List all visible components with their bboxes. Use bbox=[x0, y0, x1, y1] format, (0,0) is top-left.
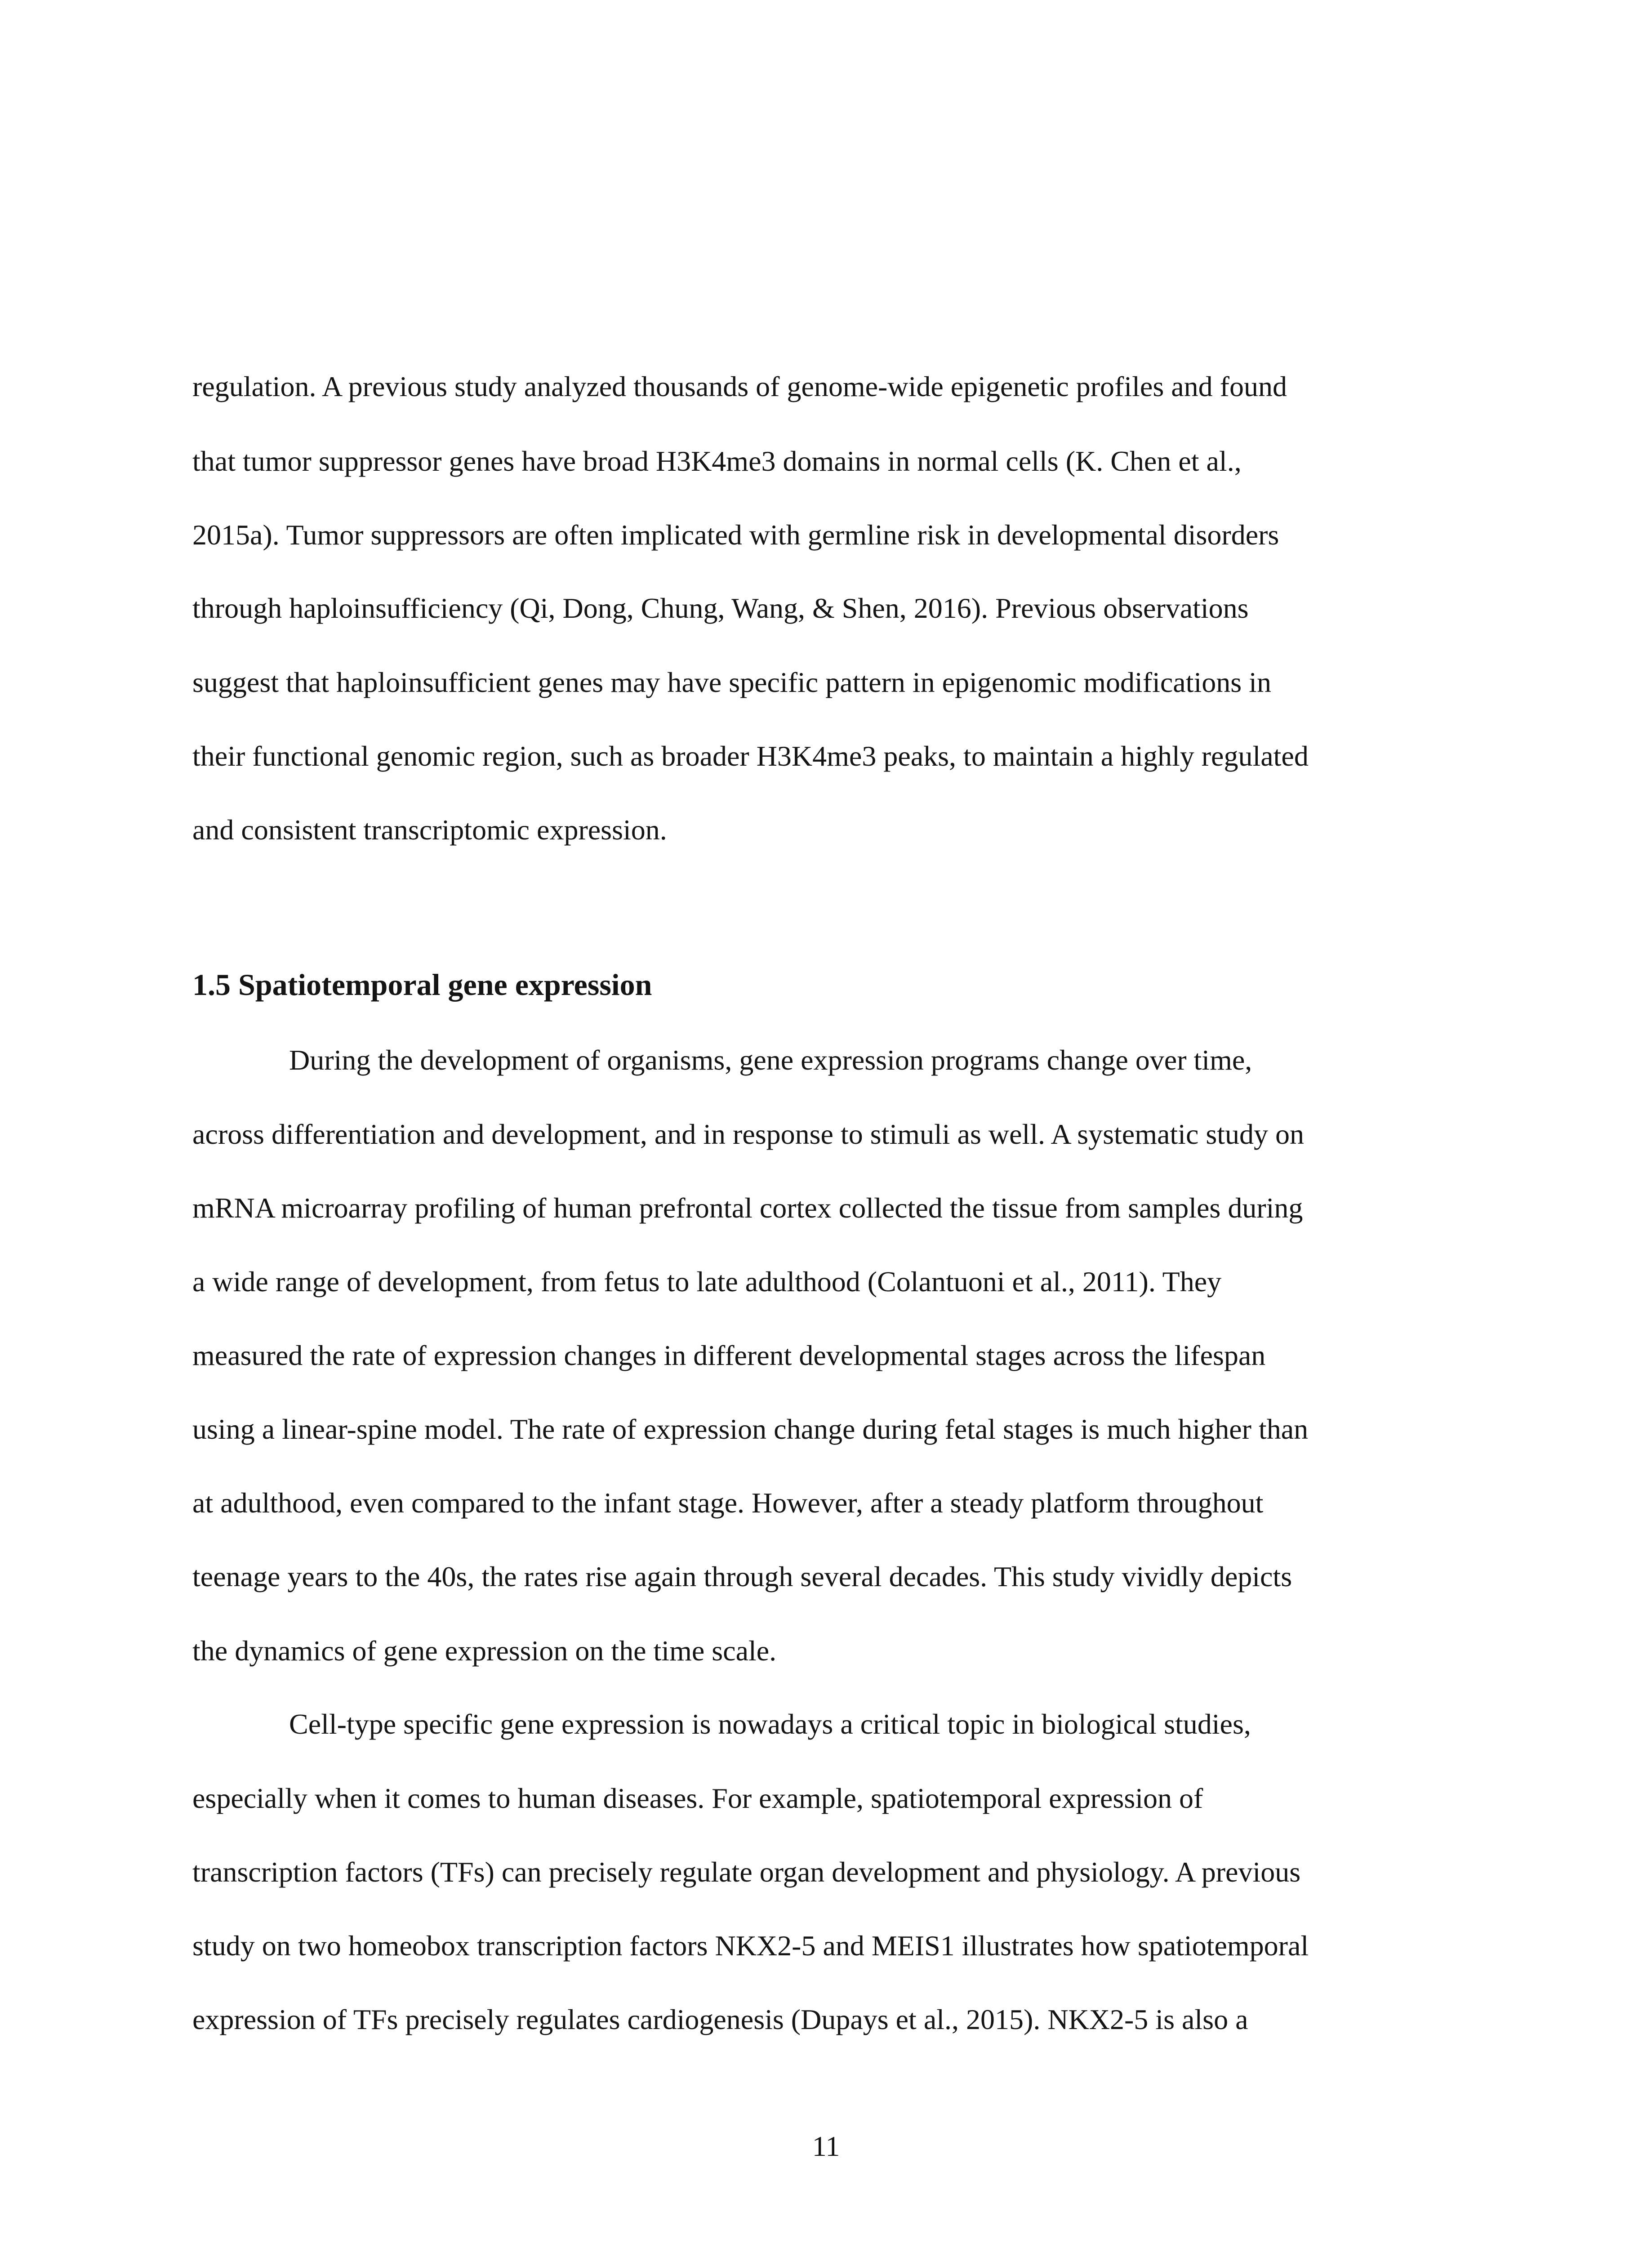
text-line: the dynamics of gene expression on the time scale. bbox=[192, 1635, 777, 1667]
text-line: a wide range of development, from fetus to late adulthood (Colantuoni et al., 2011). They bbox=[192, 1266, 1222, 1298]
text-line: teenage years to the 40s, the rates rise again through several decades. This study vividly depicts bbox=[192, 1561, 1292, 1592]
text-line: across differentiation and development, and in response to stimuli as well. A systematic study on bbox=[192, 1118, 1305, 1150]
text-line: study on two homeobox transcription factors NKX2-5 and MEIS1 illustrates how spatiotemporal bbox=[192, 1930, 1309, 1962]
text-line: expression of TFs precisely regulates cardiogenesis (Dupays et al., 2015). NKX2-5 is also a bbox=[192, 2003, 1248, 2035]
text-line: mRNA microarray profiling of human prefrontal cortex collected the tissue from samples during bbox=[192, 1192, 1303, 1224]
text-line: During the development of organisms, gene expression programs change over time, bbox=[289, 1044, 1252, 1076]
text-line: Cell-type specific gene expression is nowadays a critical topic in biological studies, bbox=[289, 1708, 1251, 1740]
text-line: especially when it comes to human diseases. For example, spatiotemporal expression of bbox=[192, 1782, 1203, 1814]
text-line: suggest that haploinsufficient genes may have specific pattern in epigenomic modifications in bbox=[192, 666, 1271, 698]
text-line: using a linear-spine model. The rate of expression change during fetal stages is much higher than bbox=[192, 1413, 1309, 1445]
section-heading: 1.5 Spatiotemporal gene expression bbox=[192, 968, 652, 1002]
text-line: and consistent transcriptomic expression. bbox=[192, 814, 667, 846]
text-line: at adulthood, even compared to the infant stage. However, after a steady platform throughout bbox=[192, 1487, 1264, 1519]
page-number: 11 bbox=[812, 2130, 840, 2162]
text-line: 2015a). Tumor suppressors are often implicated with germline risk in developmental disorders bbox=[192, 519, 1279, 551]
text-line: their functional genomic region, such as broader H3K4me3 peaks, to maintain a highly regulated bbox=[192, 740, 1309, 772]
text-line: measured the rate of expression changes in different developmental stages across the lifespan bbox=[192, 1339, 1266, 1371]
text-line: that tumor suppressor genes have broad H3K4me3 domains in normal cells (K. Chen et al., bbox=[192, 445, 1242, 477]
text-line: regulation. A previous study analyzed thousands of genome-wide epigenetic profiles and found bbox=[192, 370, 1287, 402]
text-line: transcription factors (TFs) can precisely regulate organ development and physiology. A previous bbox=[192, 1856, 1301, 1888]
text-line: through haploinsufficiency (Qi, Dong, Chung, Wang, & Shen, 2016). Previous observations bbox=[192, 592, 1249, 624]
